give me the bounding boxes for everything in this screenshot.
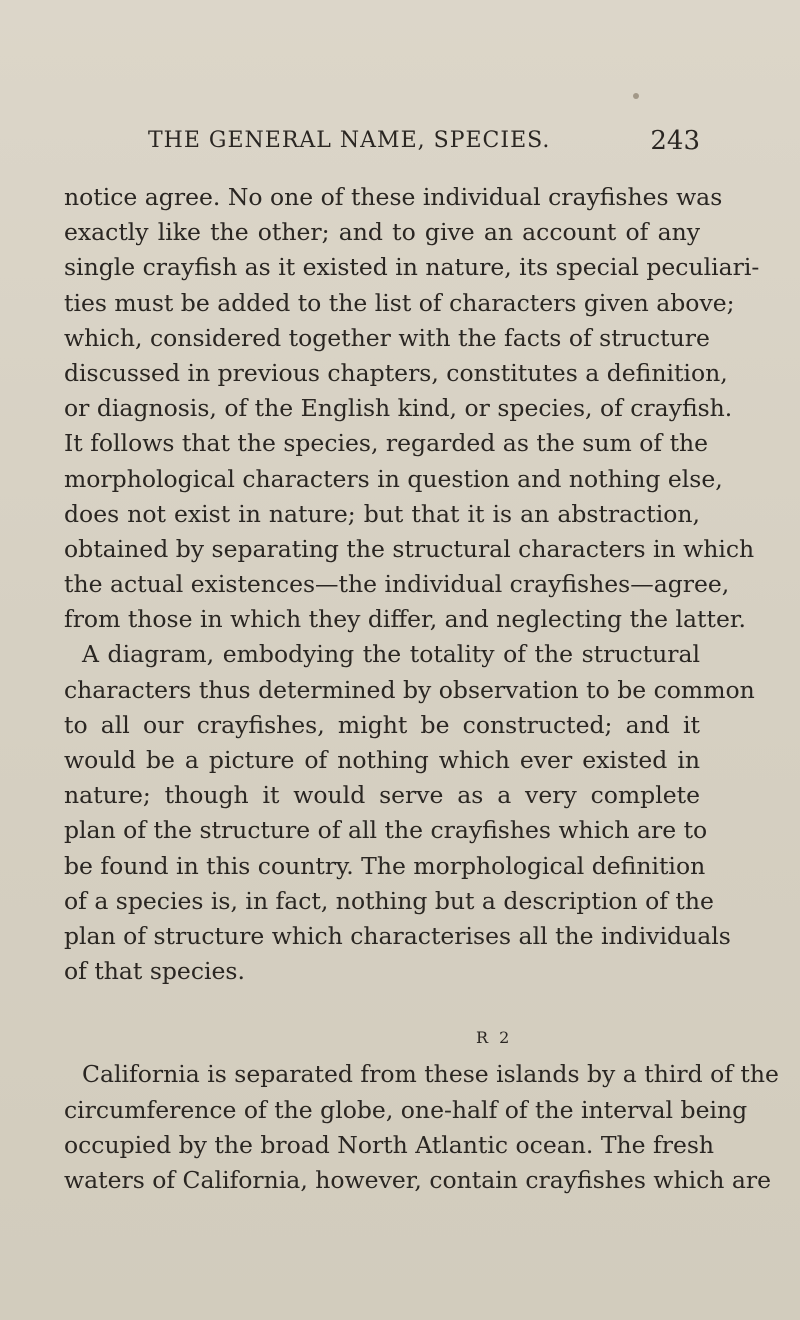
text-line: to all our crayfishes, might be constructed; and it bbox=[64, 710, 700, 739]
text-line: which, considered together with the facts of structure bbox=[64, 323, 710, 352]
text-line: or diagnosis, of the English kind, or species, of crayfish. bbox=[64, 394, 733, 423]
text-line: A diagram, embodying the totality of the structural bbox=[82, 640, 700, 669]
text-line: circumference of the globe, one-half of the interval being bbox=[64, 1095, 748, 1124]
text-line: nature; though it would serve as a very complete bbox=[64, 781, 700, 810]
text-line: of that species. bbox=[64, 957, 245, 986]
text-line: exactly like the other; and to give an account of any bbox=[64, 218, 700, 247]
text-line: from those in which they differ, and neglecting the latter. bbox=[64, 605, 746, 634]
page-header bbox=[140, 128, 700, 164]
text-line: single crayfish as it existed in nature, its special peculiari- bbox=[64, 253, 760, 282]
text-line: be found in this country. The morphological definition bbox=[64, 851, 706, 880]
page-number: 243 bbox=[650, 126, 700, 156]
text-line: It follows that the species, regarded as the sum of the bbox=[64, 429, 709, 458]
text-line: notice agree. No one of these individual crayfishes was bbox=[64, 183, 723, 211]
text-line: morphological characters in question and nothing else, bbox=[64, 464, 723, 493]
paragraph-1 bbox=[64, 180, 760, 989]
text-line: discussed in previous chapters, constitutes a definition, bbox=[64, 358, 728, 387]
signature-mark: R 2 bbox=[476, 1028, 513, 1047]
text-line: California is separated from these islands by a third of the bbox=[82, 1060, 779, 1089]
text-line: does not exist in nature; but that it is an abstraction, bbox=[64, 499, 700, 528]
running-title: THE GENERAL NAME, SPECIES. bbox=[148, 128, 551, 153]
text-line: of a species is, in fact, nothing but a description of the bbox=[64, 886, 714, 915]
text-line: obtained by separating the structural characters in which bbox=[64, 534, 755, 563]
text-line: waters of California, however, contain crayfishes which are bbox=[64, 1165, 772, 1194]
text-line: plan of structure which characterises all the individuals bbox=[64, 921, 731, 950]
body-text bbox=[64, 180, 779, 1198]
ink-speck-decoration bbox=[633, 93, 639, 99]
text-line: plan of the structure of all the crayfishes which are to bbox=[64, 816, 708, 845]
text-line: occupied by the broad North Atlantic ocean. The fresh bbox=[64, 1130, 715, 1159]
paragraph-2 bbox=[64, 1057, 779, 1198]
text-line: ties must be added to the list of characters given above; bbox=[64, 288, 735, 317]
text-line: the actual existences—the individual crayfishes—agree, bbox=[64, 570, 730, 599]
paragraph-gap bbox=[64, 989, 700, 1057]
text-line: characters thus determined by observation to be common bbox=[64, 675, 755, 704]
text-line: would be a picture of nothing which ever existed in bbox=[64, 746, 700, 774]
